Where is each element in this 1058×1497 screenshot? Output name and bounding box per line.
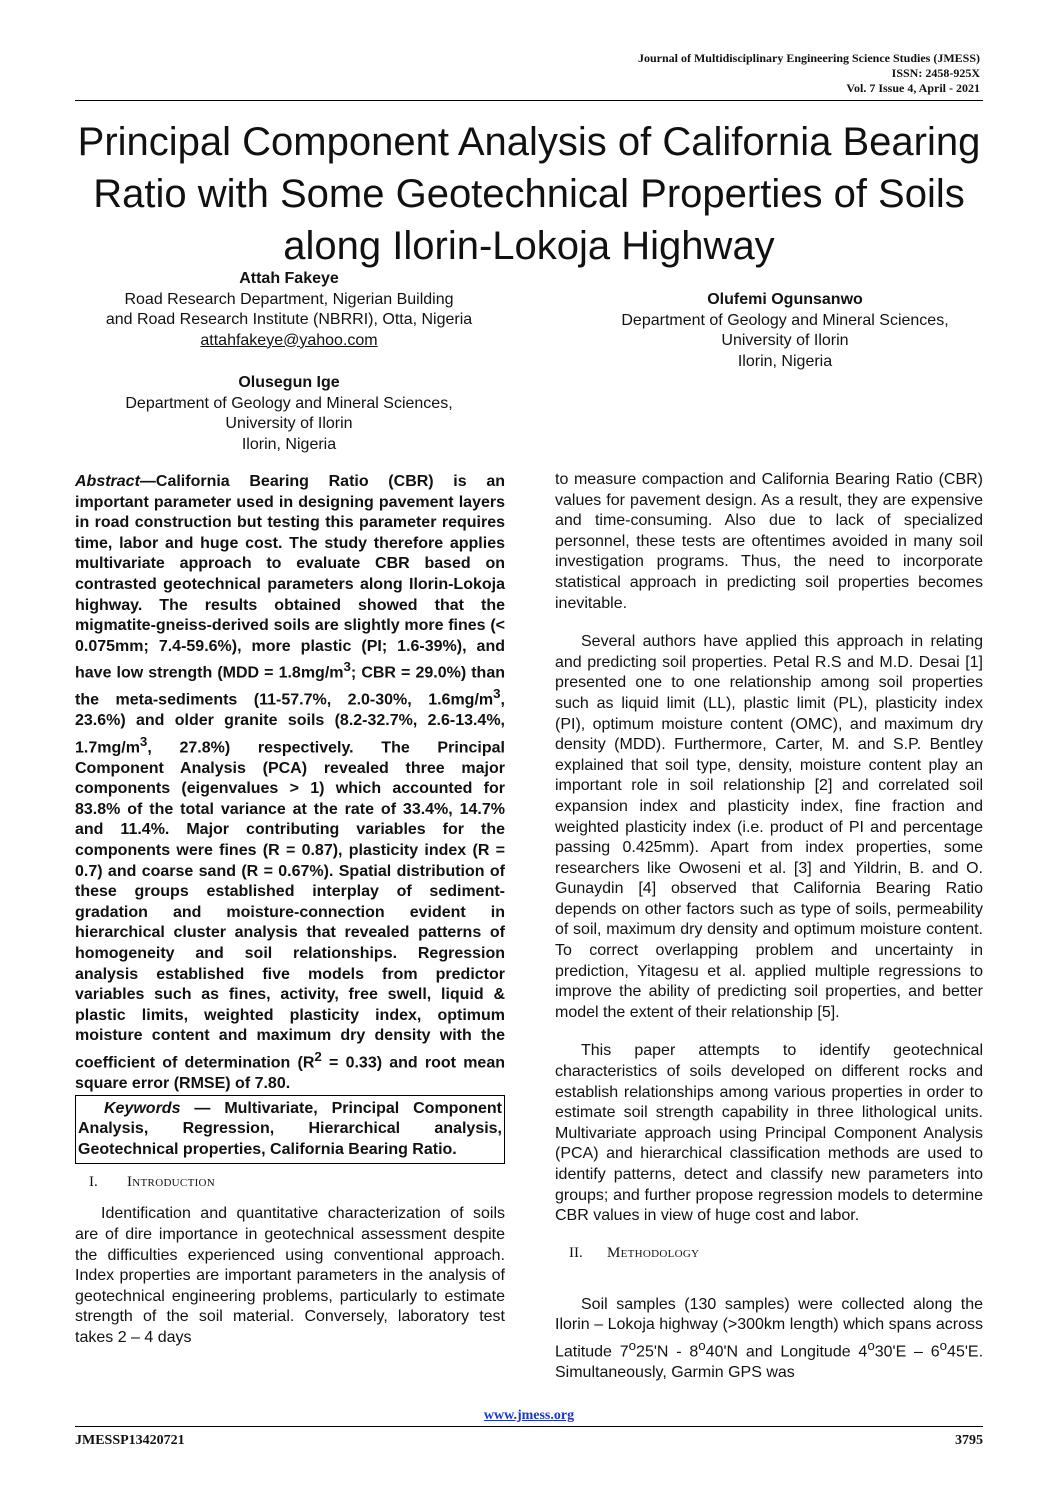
degree-mark: o xyxy=(939,1337,948,1353)
body-paragraph: to measure compaction and California Bearing Ratio (CBR) values for pavement design. As a result, they are expensive and time-consuming. Also due to lack of specialized personnel, these tests are oftentimes avoided in many soil investigation programs. Thus, the need to incorporate statistical approach in predicting soil properties becomes inevitable. xyxy=(555,471,983,612)
superscript: 3 xyxy=(493,686,501,702)
author-name: Olufemi Ogunsanwo xyxy=(707,291,863,308)
body-paragraph: Several authors have applied this approach in relating and predicting soil properties. Petal R.S and M.D. Desai [1] presented one to one relationship among soil properties such as liquid limit (LL), plastic limit (PL), plasticity index (PI), optimum moisture content (OMC), and maximum dry density (MDD). Furthermore, Carter, M. and S.P. Bentley explained that soil type, density, moisture content play an important role in soil relationship [2] and correlated soil expansion index and plasticity index, fine fraction and weighted plasticity index (i.e. product of PI and percentage passing 0.425mm). Apart from index properties, some researchers like Owoseni et al. [3] and Yildrin, B. and O. Gunaydin [4] observed that California Bearing Ratio depends on other factors such as type of soils, permeability of soil, maximum dry density and optimum moisture content. To correct overlapping problem and uncertainty in prediction, Yitagesu et al. applied multiple regressions to improve the ability of predicting soil properties, and better model the extent of their relationship [5]. xyxy=(555,633,983,1021)
journal-volume: Vol. 7 Issue 4, April - 2021 xyxy=(846,81,980,95)
section-heading-methodology xyxy=(555,1243,983,1263)
keywords-box xyxy=(75,1095,505,1165)
degree-mark: o xyxy=(867,1337,875,1353)
author-affiliation: Department of Geology and Mineral Sciences, xyxy=(621,311,949,329)
section-title: Introduction xyxy=(127,1174,216,1191)
keywords-lead: Keywords xyxy=(104,1099,181,1117)
section-heading-introduction xyxy=(75,1172,505,1192)
methodology-text: 30'E – 6 xyxy=(874,1343,940,1361)
author-affiliation: University of Ilorin xyxy=(225,415,353,432)
author-1 xyxy=(80,269,498,351)
author-affiliation: Department of Geology and Mineral Sciences, xyxy=(125,394,453,412)
footer-rule xyxy=(75,1426,983,1427)
section-number: I. xyxy=(89,1174,98,1191)
methodology-paragraph xyxy=(555,1295,983,1384)
journal-name: Journal of Multidisciplinary Engineering Science Studies (JMESS) xyxy=(637,51,980,65)
abstract-text: —California Bearing Ratio (CBR) is an important parameter used in designing pavement layers in road construction but testing this parameter requires time, labor and huge cost. The study therefore applies multivariate approach to evaluate CBR based on contrasted geotechnical parameters along Ilorin-Lokoja highway. The results obtained showed that the migmatite-gneiss-derived soils are slightly more fines (< 0.075mm; 7.4-59.6%), more plastic (PI; 1.6-39%), and have low strength (MDD = 1.8mg/m xyxy=(75,473,505,682)
author-affiliation: Road Research Department, Nigerian Building xyxy=(124,290,454,308)
author-affiliation: Ilorin, Nigeria xyxy=(241,435,337,453)
left-column xyxy=(75,472,505,1348)
degree-mark: o xyxy=(698,1337,706,1353)
journal-website-link[interactable]: www.jmess.org xyxy=(483,1408,575,1423)
right-column xyxy=(555,470,983,1383)
author-name: Attah Fakeye xyxy=(239,270,339,287)
paper-title: Principal Component Analysis of California Bearing Ratio with Some Geotechnical Properties of Soils along Ilorin-Lokoja Highway xyxy=(77,120,981,268)
keywords-text: — Multivariate, Principal Component Analysis, Regression, Hierarchical analysis, Geotechnical properties, California Bearing Ratio. xyxy=(78,1099,502,1158)
methodology-text: Soil samples (130 samples) were collected along the Ilorin – Lokoja highway (>300km length) which spans across Latitude 7 xyxy=(555,1295,983,1361)
page-number: 3795 xyxy=(955,1433,983,1448)
abstract-text: , 23.6%) and older granite soils (8.2-32.7%, 2.6-13.4%, 1.7mg/m xyxy=(75,691,505,757)
abstract-text: , 27.8%) respectively. The Principal Component Analysis (PCA) revealed three major components (eigenvalues > 1) which accounted for 83.8% of the total variance at the rate of 33.4%, 14.7% and 11.4%. Major contributing variables for the components were fines (R = 0.87), plasticity index (R = 0.7) and coarse sand (R = 0.67%). Spatial distribution of these groups established interplay of sediment-gradation and moisture-connection evident in hierarchical cluster analysis that revealed patterns of homogeneity and soil relationships. Regression analysis established five models from predictor variables such as fines, activity, free swell, liquid & plastic limits, weighted plasticity index, optimum moisture content and maximum dry density with the coefficient of determination (R xyxy=(75,739,505,1072)
methodology-text: 25'N - 8 xyxy=(636,1343,699,1361)
abstract-text: = 0.33) and root mean square error (RMSE) of 7.80. xyxy=(75,1054,505,1092)
author-affiliation: and Road Research Institute (NBRRI), Otta, Nigeria xyxy=(105,311,473,328)
methodology-text: 40'N and Longitude 4 xyxy=(705,1343,868,1361)
superscript: 2 xyxy=(314,1049,322,1065)
journal-issn: ISSN: 2458-925X xyxy=(891,66,980,80)
abstract xyxy=(75,472,505,1095)
section-title: Methodology xyxy=(607,1244,700,1261)
superscript: 3 xyxy=(139,733,148,749)
author-email-link[interactable]: attahfakeye@yahoo.com xyxy=(200,331,378,349)
methodology-text: 45'E. Simultaneously, Garmin GPS was xyxy=(555,1343,984,1381)
header-rule xyxy=(75,100,983,101)
author-3 xyxy=(80,373,498,455)
journal-header xyxy=(638,51,980,96)
author-affiliation: University of Ilorin xyxy=(721,332,849,349)
section-number: II. xyxy=(569,1244,583,1261)
abstract-lead: Abstract xyxy=(75,473,140,490)
author-2 xyxy=(560,290,1010,372)
paper-id: JMESSP13420721 xyxy=(75,1433,185,1448)
degree-mark: o xyxy=(628,1337,637,1353)
author-name: Olusegun Ige xyxy=(238,374,340,391)
body-paragraph: This paper attempts to identify geotechnical characteristics of soils developed on different rocks and establish relationships among various properties in order to estimate soil strength capability in three lithological units. Multivariate approach using Principal Component Analysis (PCA) and hierarchical classification methods are used to identify patterns, detect and classify new parameters into groups; and further propose regression models to determine CBR values in view of huge cost and labor. xyxy=(555,1042,983,1225)
introduction-paragraph: Identification and quantitative characterization of soils are of dire importance in geotechnical assessment despite the difficulties experienced using conventional approach. Index properties are important parameters in the analysis of geotechnical engineering problems, particularly to estimate strength of the soil material. Conversely, laboratory test takes 2 – 4 days xyxy=(75,1205,505,1346)
abstract-text: ; CBR = 29.0%) than the meta-sediments (11-57.7%, 2.0-30%, 1.6mg/m xyxy=(75,664,505,709)
author-affiliation: Ilorin, Nigeria xyxy=(737,352,833,370)
superscript: 3 xyxy=(343,659,351,675)
